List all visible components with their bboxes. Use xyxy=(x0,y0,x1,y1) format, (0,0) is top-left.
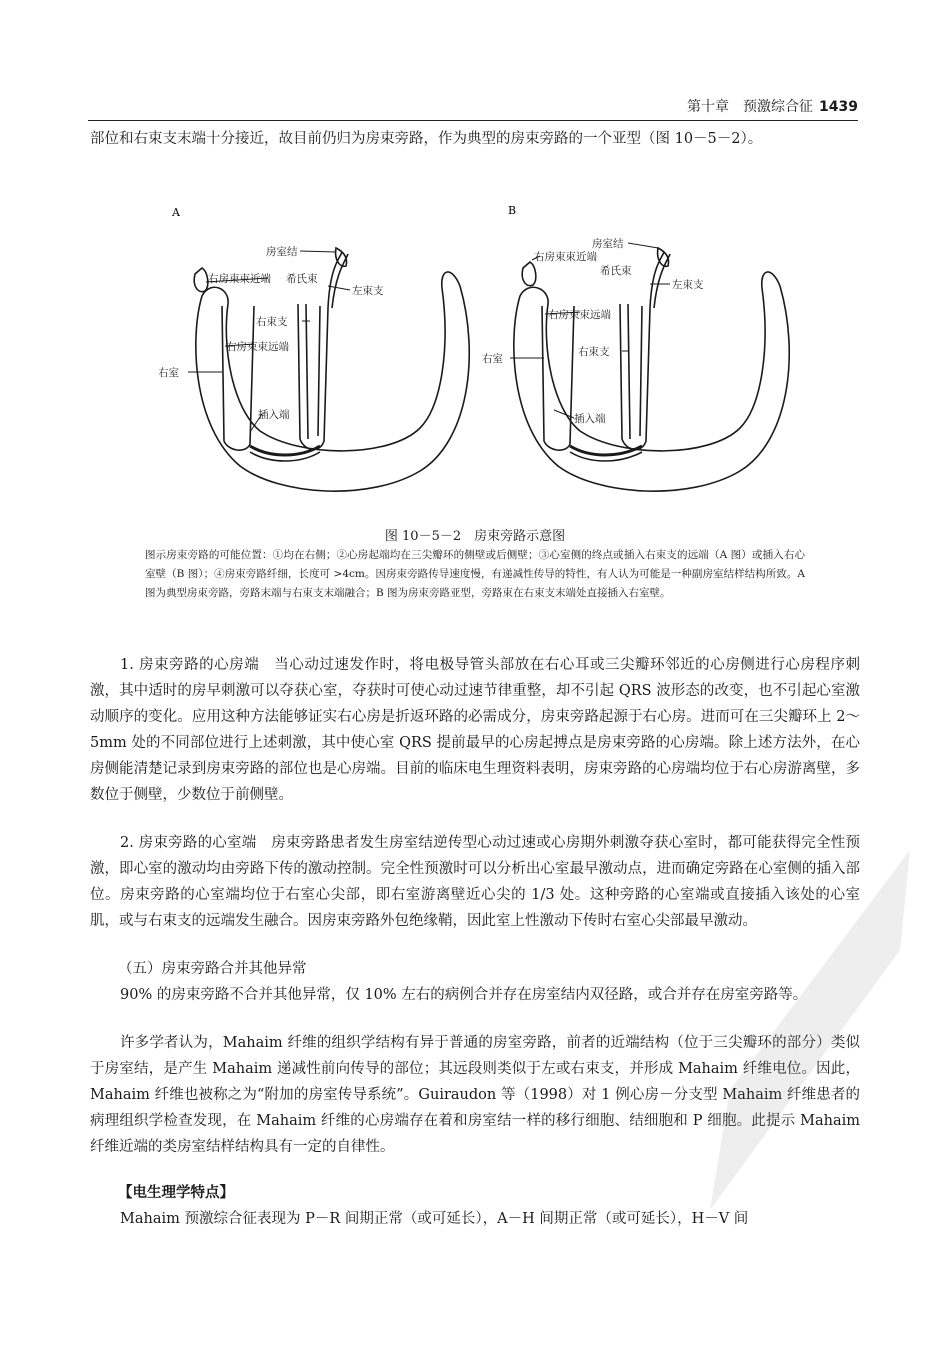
figure-caption: 图 10－5－2 房束旁路示意图 xyxy=(384,529,566,544)
panel-b-letter: B xyxy=(508,204,517,217)
chapter-title xyxy=(687,96,858,116)
chapter-name: 第十章 预激综合征 xyxy=(687,99,814,115)
label-a-av-node: 房室结 xyxy=(266,246,298,258)
panel-a-letter: A xyxy=(172,206,180,219)
label-a-distal: 右房束束远端 xyxy=(226,341,289,353)
ep-paragraph: Mahaim 预激综合征表现为 P－R 间期正常（或可延长），A－H 间期正常（或可延长），H－V 间 xyxy=(120,1211,749,1227)
label-a-insertion: 插入端 xyxy=(258,409,290,421)
section-2-paragraph: 2. 房束旁路的心室端 房束旁路患者发生房室结逆传型心动过速或心房期外刺激夺获心室时，都可能获得完全性预激，即心室的激动均由旁路下传的激动控制。完全性预激时可以分析出心室最早激动点，进而确定旁路在心室侧的插入部位。房束旁路的心室端均位于右室心尖部，即右室游离壁近心尖的 1/3 处。这种旁路的心室端或直接插入该处的心室肌，或与右束支的远端发生融合。因房束旁路外包绝缘鞘，因此室上性激动下传时右室心尖部最早激动。 xyxy=(90,835,860,929)
paragraph-5: 90% 的房束旁路不合并其他异常，仅 10% 左右的病例合并存在房室结内双径路，或合并存在房室旁路等。 xyxy=(120,987,808,1003)
label-b-distal: 右房束束远端 xyxy=(548,309,611,321)
label-a-right-bundle: 右束支 xyxy=(256,316,288,328)
intro-paragraph: 部位和右束支末端十分接近，故目前仍归为房束旁路，作为典型的房束旁路的一个亚型（图 10－5－2）。 xyxy=(90,131,763,147)
label-b-insertion: 插入端 xyxy=(574,413,606,425)
label-b-av-node: 房室结 xyxy=(592,238,624,250)
figure-10-5-2 xyxy=(150,196,790,516)
paragraph-6: 许多学者认为，Mahaim 纤维的组织学结构有异于普通的房室旁路，前者的近端结构（位于三尖瓣环的部分）类似于房室结，是产生 Mahaim 递减性前向传导的部位；其远段则类似于左或右束支，并形成 Mahaim 纤维电位。因此，Mahaim 纤维也被称之为“附加的房室传导系统”。Guiraudon 等（1998）对 1 例心房－分支型 Mahaim 纤维患者的病理组织学检查发现，在 Mahaim 纤维的心房端存在着和房室结一样的移行细胞、结细胞和 P 细胞。此提示 Mahaim 纤维近端的类房室结样结构具有一定的自律性。 xyxy=(90,1035,860,1155)
label-b-his: 希氏束 xyxy=(600,265,632,277)
label-a-his: 希氏束 xyxy=(286,273,318,285)
heart-diagram xyxy=(150,196,790,516)
label-a-rv: 右室 xyxy=(158,367,179,379)
label-b-proximal: 右房束束近端 xyxy=(534,251,597,263)
watermark-stamp xyxy=(670,830,930,1230)
figure-note: 图示房束旁路的可能位置：①均在右侧；②心房起端均在三尖瓣环的侧壁或后侧壁；③心室侧的终点或插入右束支的远端（A 图）或插入右心室壁（B 图）；④房束旁路纤细，长度可 >4cm。因房束旁路传导速度慢，有递减性传导的特性，有人认为可能是一种副房室结样结构所致。A 图为典型房束旁路，旁路末端与右束支末端融合；B 图为房束旁路亚型，旁路束在右束支末端处直接插入右室壁。 xyxy=(145,549,805,599)
ep-heading: 【电生理学特点】 xyxy=(118,1184,234,1201)
subsection-heading-5: （五）房束旁路合并其他异常 xyxy=(118,961,307,977)
label-b-right-bundle: 右束支 xyxy=(578,346,610,358)
section-1-paragraph: 1. 房束旁路的心房端 当心动过速发作时，将电极导管头部放在右心耳或三尖瓣环邻近的心房侧进行心房程序刺激，其中适时的房早刺激可以夺获心室，夺获时可使心动过速节律重整，却不引起 QRS 波形态的改变，也不引起心室激动顺序的变化。应用这种方法能够证实右心房是折返环路的必需成分，房束旁路起源于右心房。进而可在三尖瓣环上 2～5mm 处的不同部位进行上述刺激，其中使心室 QRS 提前最早的心房起搏点是房束旁路的心房端。除上述方法外，在心房侧能清楚记录到房束旁路的部位也是心房端。目前的临床电生理资料表明，房束旁路的心房端均位于右心房游离壁，多数位于侧壁，少数位于前侧壁。 xyxy=(90,657,860,803)
running-header xyxy=(88,96,858,121)
label-b-left-bundle: 左束支 xyxy=(672,279,704,291)
label-b-rv: 右室 xyxy=(482,353,503,365)
label-a-proximal: 右房束束近端 xyxy=(208,273,271,285)
label-a-left-bundle: 左束支 xyxy=(352,285,384,297)
page-number: 1439 xyxy=(819,99,858,115)
